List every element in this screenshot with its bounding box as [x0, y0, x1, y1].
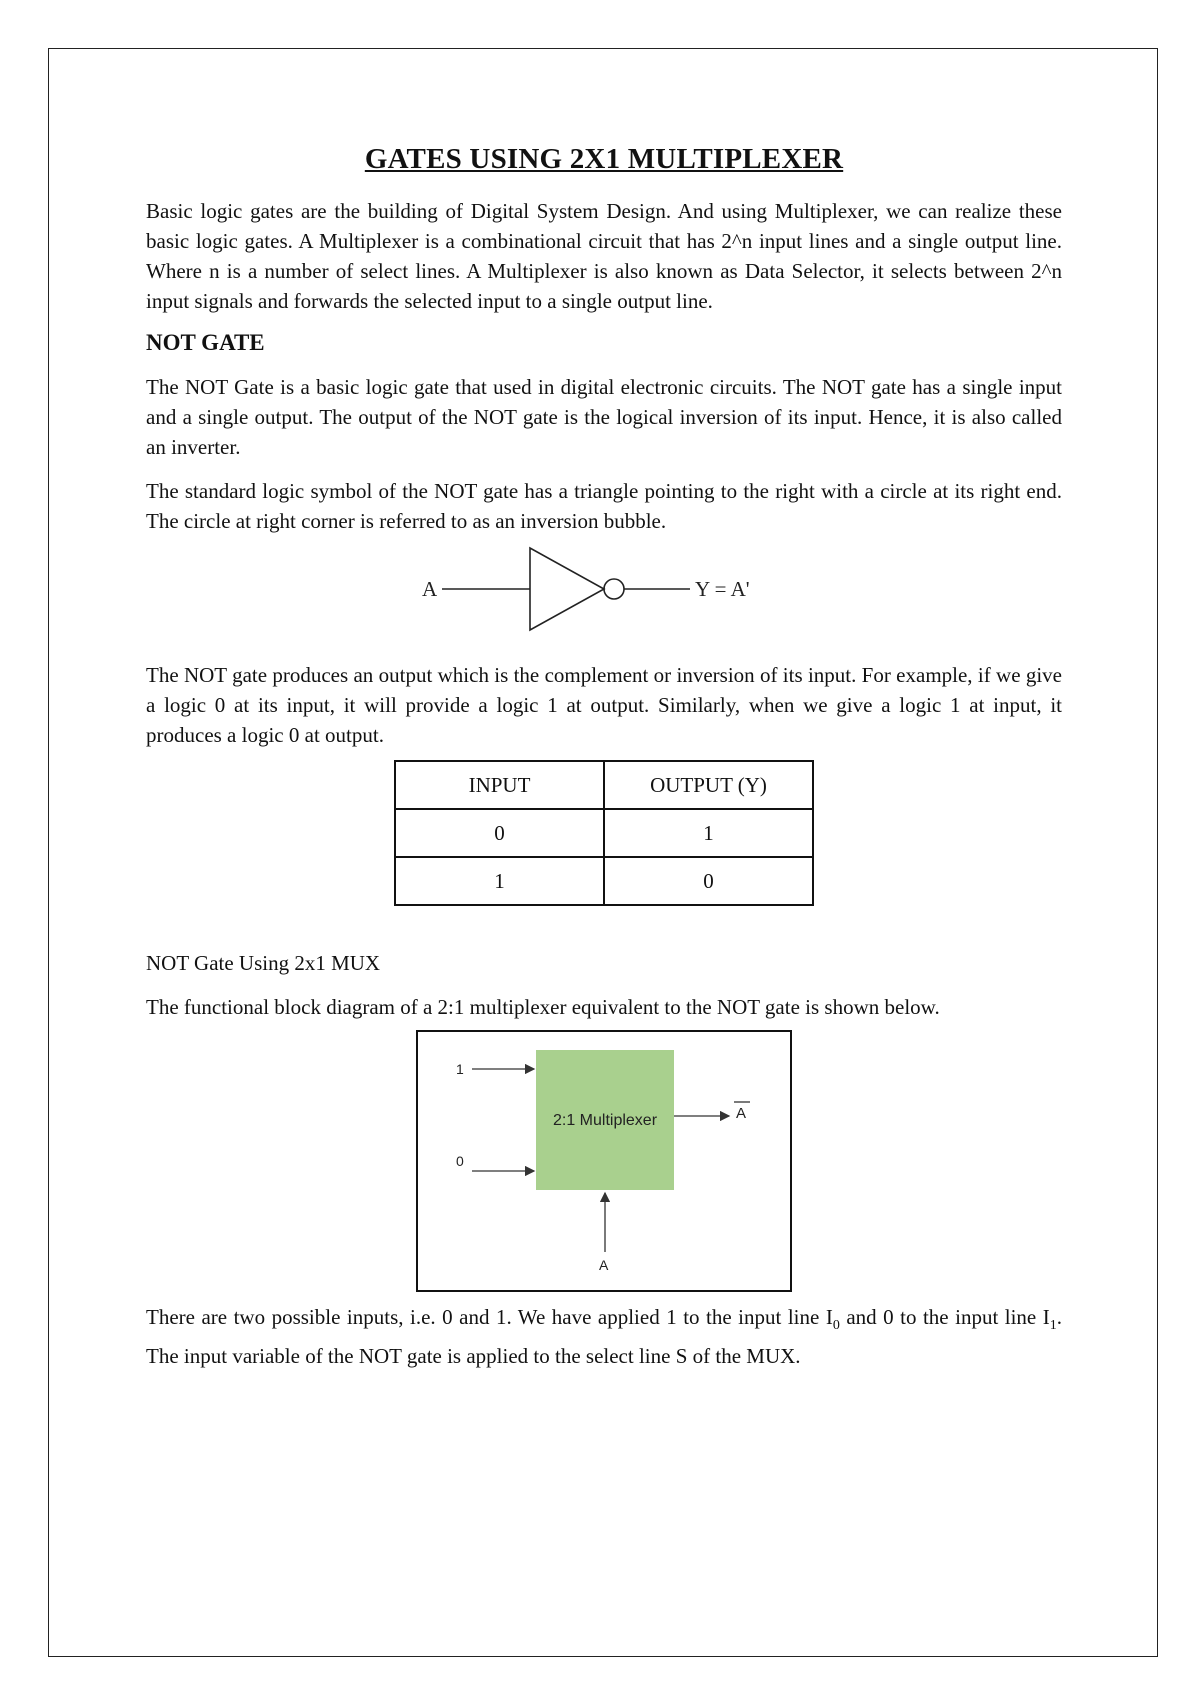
- mux-output-label: A: [736, 1105, 747, 1122]
- table-row: [395, 857, 813, 905]
- mux-diagram: [416, 1030, 792, 1292]
- not-gate-symbol-description: The standard logic symbol of the NOT gate has a triangle pointing to the right with a circle at its right end. The circle at right corner is referred to as an inversion bubble.: [146, 479, 1062, 533]
- cell-output: 1: [604, 809, 813, 857]
- mux-input-1-label: 1: [456, 1061, 464, 1077]
- intro-paragraph: Basic logic gates are the building of Digital System Design. And using Multiplexer, we can realize these basic logic gates. A Multiplexer is a combinational circuit that has 2^n input lines and a single output line. Where n is a number of select lines. A Multiplexer is also known as Data Selector, it selects between 2^n input signals and forwards the selected input to a single output line.: [146, 199, 1062, 313]
- not-gate-heading: NOT GATE: [146, 330, 265, 355]
- header-output: OUTPUT (Y): [604, 761, 813, 809]
- not-gate-symbol: [414, 542, 794, 638]
- truth-table-header: [395, 761, 813, 809]
- mux-select-label: A: [599, 1257, 609, 1273]
- mux-block-label: 2:1 Multiplexer: [552, 1112, 658, 1129]
- cell-input: 0: [395, 809, 604, 857]
- document-body: [146, 143, 1062, 1371]
- mux-diagram-svg: [418, 1032, 789, 1289]
- mux-intro-paragraph: The functional block diagram of a 2:1 multiplexer equivalent to the NOT gate is shown below.: [146, 995, 940, 1019]
- not-input-label: A: [422, 577, 438, 601]
- cell-output: 0: [604, 857, 813, 905]
- mux-closing-paragraph: There are two possible inputs, i.e. 0 and 1. We have applied 1 to the input line $I_0$ and 0 to the input line $I_1$. The input variable of the NOT gate is applied to the select line S of the MUX.: [146, 1305, 1062, 1369]
- mux-subheading: NOT Gate Using 2x1 MUX: [146, 951, 381, 975]
- truth-table: [394, 760, 814, 906]
- page-title: GATES USING 2X1 MULTIPLEXER: [364, 143, 844, 175]
- not-gate-definition: The NOT Gate is a basic logic gate that used in digital electronic circuits. The NOT gate has a single input and a single output. The output of the NOT gate is the logical inversion of its input. Hence, it is also called an inverter.: [146, 375, 1062, 459]
- inversion-bubble: [604, 579, 624, 599]
- mux-input-0-label: 0: [456, 1153, 464, 1169]
- not-output-label: Y = A': [695, 577, 750, 601]
- header-input: INPUT: [395, 761, 604, 809]
- not-triangle: [530, 548, 604, 630]
- not-gate-behavior: The NOT gate produces an output which is the complement or inversion of its input. For example, if we give a logic 0 at its input, it will provide a logic 1 at output. Similarly, when we give a logic 1 at input, it produces a logic 0 at output.: [146, 663, 1062, 747]
- table-row: [395, 809, 813, 857]
- cell-input: 1: [395, 857, 604, 905]
